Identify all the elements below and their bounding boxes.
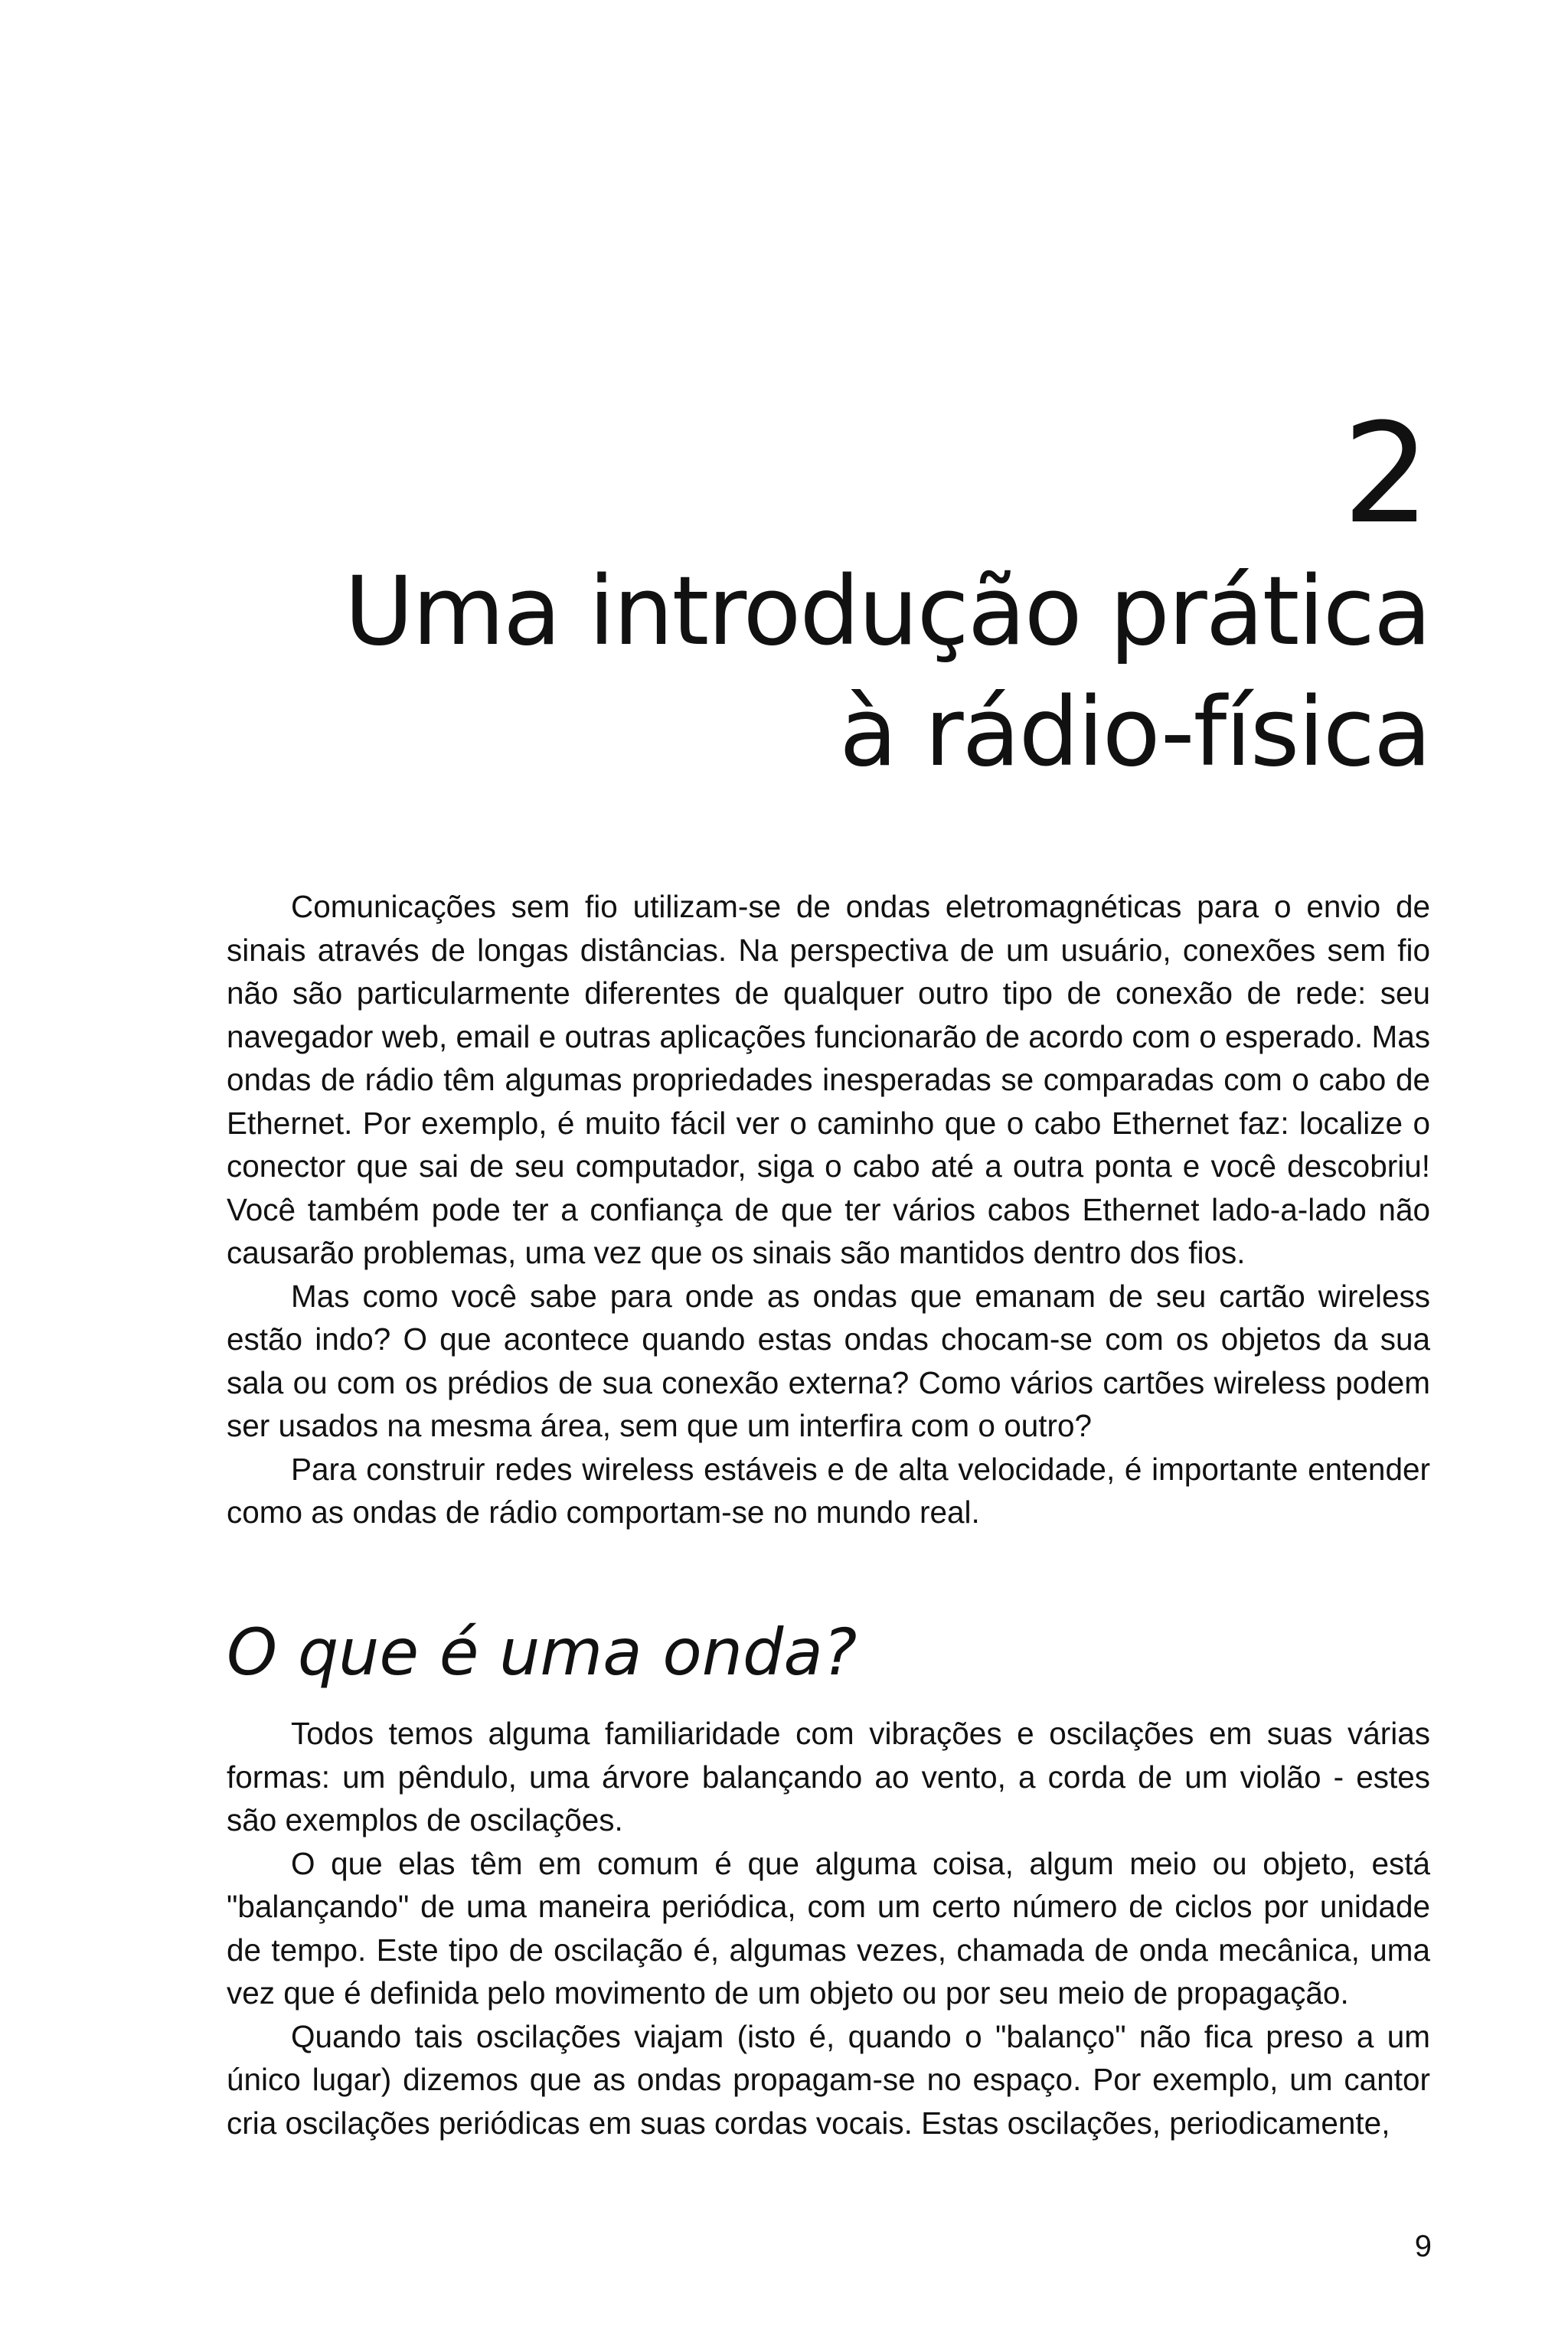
section-paragraph-3: Quando tais oscilações viajam (isto é, quando o "balanço" não fica preso a um único lugar) dizemos que as ondas propagam-se no espaço. Por exemplo, um cantor cria oscilações periódicas em suas cordas vocais. Estas oscilações, periodicamente, (227, 2018, 1430, 2141)
intro-paragraph-1: Comunicações sem fio utilizam-se de ondas eletromagnéticas para o envio de sinais através de longas distâncias. Na perspectiva de um usuário, conexões sem fio não são particularmente diferentes de qualquer outro tipo de conexão de rede: seu navegador web, email e outras aplicações funcionarão de acordo com o esperado. Mas ondas de rádio têm algumas propriedades inesperadas se comparadas com o cabo de Ethernet. Por exemplo, é muito fácil ver o caminho que o cabo Ethernet faz: localize o conector que sai de seu computador, siga o cabo até a outra ponta e você descobriu! Você também pode ter a confiança de que ter vários cabos Ethernet lado-a-lado não causarão problemas, uma vez que os sinais são mantidos dentro dos fios. (227, 889, 1430, 1270)
intro-paragraph-2: Mas como você sabe para onde as ondas que emanam de seu cartão wireless estão indo? O que acontece quando estas ondas chocam-se com os objetos da sua sala ou com os prédios de sua conexão externa? Como vários cartões wireless podem ser usados na mesma área, sem que um interfira com o outro? (227, 1278, 1430, 1443)
section-paragraph-2: O que elas têm em comum é que alguma coisa, algum meio ou objeto, está "balançando" de uma maneira periódica, com um certo número de ciclos por unidade de tempo. Este tipo de oscilação é, algumas vezes, chamada de onda mecânica, uma vez que é definida pelo movimento de um objeto ou por seu meio de propagação. (227, 1845, 1430, 2011)
section-text (227, 1712, 1430, 2145)
section-paragraph-1: Todos temos alguma familiaridade com vibrações e oscilações em suas várias formas: um pêndulo, uma árvore balançando ao vento, a corda de um violão - estes são exemplos de oscilações. (227, 1716, 1430, 1838)
section-heading: O que é uma onda? (227, 1615, 858, 1690)
intro-paragraph-3: Para construir redes wireless estáveis e de alta velocidade, é importante entender como as ondas de rádio comportam-se no mundo real. (227, 1451, 1430, 1530)
chapter-number: 2 (1342, 394, 1430, 554)
chapter-title-line-1: Uma introdução prática (344, 557, 1430, 667)
intro-text (227, 885, 1430, 1534)
page-number: 9 (1414, 2230, 1432, 2263)
chapter-title-line-2: à rádio-física (839, 678, 1430, 788)
chapter-title (205, 551, 1430, 793)
